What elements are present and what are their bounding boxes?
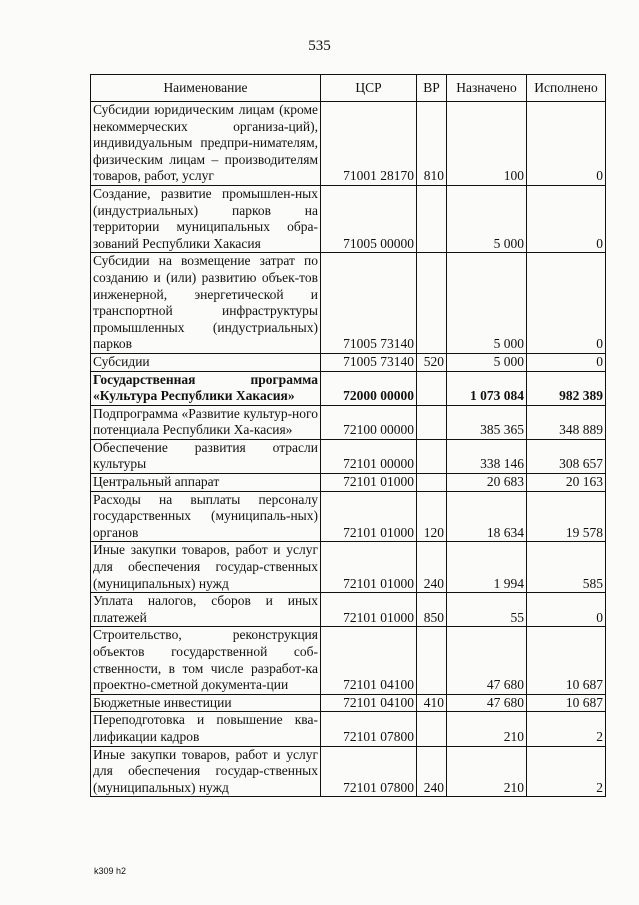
budget-table bbox=[90, 74, 606, 797]
cell-csr: 71001 28170 bbox=[321, 102, 417, 186]
cell-executed: 585 bbox=[527, 542, 606, 593]
cell-vr: 410 bbox=[417, 694, 447, 712]
header-executed: Исполнено bbox=[527, 75, 606, 102]
cell-name: Субсидии на возмещение затрат по созданию и (или) развитию объек-тов инженерной, энергетической и транспортной инфраструктуры промышленных (индустриальных) парков bbox=[91, 253, 321, 354]
cell-executed: 10 687 bbox=[527, 694, 606, 712]
header-vr: ВР bbox=[417, 75, 447, 102]
cell-vr bbox=[417, 439, 447, 473]
cell-vr bbox=[417, 185, 447, 252]
cell-name: Иные закупки товаров, работ и услуг для обеспечения государ-ственных (муниципальных) нужд bbox=[91, 746, 321, 797]
table-row bbox=[91, 542, 606, 593]
cell-executed: 19 578 bbox=[527, 491, 606, 542]
cell-csr: 72101 00000 bbox=[321, 439, 417, 473]
cell-executed: 20 163 bbox=[527, 474, 606, 492]
cell-vr: 240 bbox=[417, 542, 447, 593]
cell-assigned: 47 680 bbox=[447, 627, 527, 694]
cell-csr: 72100 00000 bbox=[321, 405, 417, 439]
cell-assigned: 338 146 bbox=[447, 439, 527, 473]
cell-csr: 72000 00000 bbox=[321, 371, 417, 405]
cell-name: Субсидии bbox=[91, 353, 321, 371]
cell-assigned: 5 000 bbox=[447, 353, 527, 371]
cell-csr: 72101 04100 bbox=[321, 627, 417, 694]
cell-assigned: 5 000 bbox=[447, 185, 527, 252]
cell-assigned: 1 994 bbox=[447, 542, 527, 593]
cell-assigned: 20 683 bbox=[447, 474, 527, 492]
cell-name: Уплата налогов, сборов и иных платежей bbox=[91, 593, 321, 627]
header-name: Наименование bbox=[91, 75, 321, 102]
cell-vr bbox=[417, 712, 447, 746]
cell-assigned: 55 bbox=[447, 593, 527, 627]
footer-code: k309 h2 bbox=[94, 866, 127, 876]
cell-vr bbox=[417, 405, 447, 439]
cell-executed: 0 bbox=[527, 185, 606, 252]
table-row bbox=[91, 474, 606, 492]
table-row bbox=[91, 353, 606, 371]
cell-assigned: 5 000 bbox=[447, 253, 527, 354]
table-row bbox=[91, 712, 606, 746]
cell-executed: 982 389 bbox=[527, 371, 606, 405]
cell-assigned: 210 bbox=[447, 712, 527, 746]
page-number: 535 bbox=[308, 38, 331, 54]
cell-executed: 0 bbox=[527, 253, 606, 354]
cell-executed: 0 bbox=[527, 102, 606, 186]
cell-csr: 72101 01000 bbox=[321, 491, 417, 542]
cell-name: Субсидии юридическим лицам (кроме некоммерческих организа-ций), индивидуальным предпри-нимателям, физическим лицам – производителям товаров, работ, услуг bbox=[91, 102, 321, 186]
cell-csr: 72101 01000 bbox=[321, 542, 417, 593]
table-row bbox=[91, 371, 606, 405]
cell-vr bbox=[417, 474, 447, 492]
table-row bbox=[91, 627, 606, 694]
cell-executed: 2 bbox=[527, 746, 606, 797]
cell-vr: 850 bbox=[417, 593, 447, 627]
cell-vr: 240 bbox=[417, 746, 447, 797]
cell-csr: 72101 07800 bbox=[321, 746, 417, 797]
cell-csr: 72101 07800 bbox=[321, 712, 417, 746]
table-row bbox=[91, 593, 606, 627]
cell-assigned: 100 bbox=[447, 102, 527, 186]
cell-name: Создание, развитие промышлен-ных (индустриальных) парков на территории муниципальных обра-зований Республики Хакасия bbox=[91, 185, 321, 252]
table-row bbox=[91, 439, 606, 473]
cell-executed: 348 889 bbox=[527, 405, 606, 439]
table-row bbox=[91, 694, 606, 712]
cell-csr: 71005 00000 bbox=[321, 185, 417, 252]
cell-vr bbox=[417, 371, 447, 405]
cell-csr: 72101 01000 bbox=[321, 474, 417, 492]
cell-name: Государственная программа «Культура Республики Хакасия» bbox=[91, 371, 321, 405]
cell-name: Бюджетные инвестиции bbox=[91, 694, 321, 712]
cell-name: Переподготовка и повышение ква-лификации кадров bbox=[91, 712, 321, 746]
table-row bbox=[91, 253, 606, 354]
table-row bbox=[91, 746, 606, 797]
table-row bbox=[91, 102, 606, 186]
cell-executed: 308 657 bbox=[527, 439, 606, 473]
cell-name: Подпрограмма «Развитие культур-ного потенциала Республики Ха-касия» bbox=[91, 405, 321, 439]
table-row bbox=[91, 491, 606, 542]
cell-executed: 2 bbox=[527, 712, 606, 746]
cell-csr: 72101 04100 bbox=[321, 694, 417, 712]
cell-vr bbox=[417, 627, 447, 694]
cell-csr: 71005 73140 bbox=[321, 353, 417, 371]
table-header-row bbox=[91, 75, 606, 102]
cell-executed: 10 687 bbox=[527, 627, 606, 694]
cell-name: Обеспечение развития отрасли культуры bbox=[91, 439, 321, 473]
table-row bbox=[91, 405, 606, 439]
cell-name: Строительство, реконструкция объектов государственной соб-ственности, в том числе разработ-ка проектно-сметной документа-ции bbox=[91, 627, 321, 694]
cell-assigned: 210 bbox=[447, 746, 527, 797]
cell-vr bbox=[417, 253, 447, 354]
cell-name: Расходы на выплаты персоналу государственных (муниципаль-ных) органов bbox=[91, 491, 321, 542]
cell-vr: 810 bbox=[417, 102, 447, 186]
cell-vr: 520 bbox=[417, 353, 447, 371]
table-body bbox=[91, 102, 606, 797]
cell-assigned: 47 680 bbox=[447, 694, 527, 712]
cell-executed: 0 bbox=[527, 353, 606, 371]
header-csr: ЦСР bbox=[321, 75, 417, 102]
cell-assigned: 1 073 084 bbox=[447, 371, 527, 405]
cell-vr: 120 bbox=[417, 491, 447, 542]
cell-assigned: 385 365 bbox=[447, 405, 527, 439]
cell-name: Иные закупки товаров, работ и услуг для обеспечения государ-ственных (муниципальных) нужд bbox=[91, 542, 321, 593]
cell-name: Центральный аппарат bbox=[91, 474, 321, 492]
table-row bbox=[91, 185, 606, 252]
cell-executed: 0 bbox=[527, 593, 606, 627]
cell-csr: 72101 01000 bbox=[321, 593, 417, 627]
cell-assigned: 18 634 bbox=[447, 491, 527, 542]
cell-csr: 71005 73140 bbox=[321, 253, 417, 354]
header-assigned: Назначено bbox=[447, 75, 527, 102]
